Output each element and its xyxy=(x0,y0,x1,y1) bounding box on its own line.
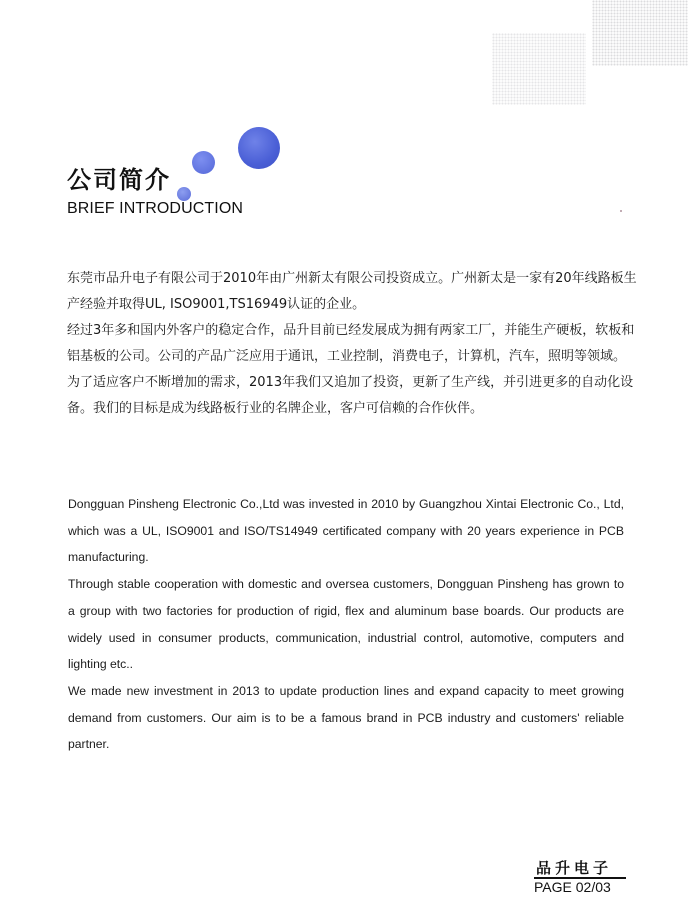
page-title-english: BRIEF INTRODUCTION xyxy=(67,200,244,217)
chinese-paragraph: 东莞市品升电子有限公司于2010年由广州新太有限公司投资成立。广州新太是一家有20年线路板生产经验并取得UL, ISO9001,TS16949认证的企业。 xyxy=(67,271,637,312)
footer-brand-logo: 品升电子 xyxy=(536,859,613,877)
chinese-paragraph: 经过3年多和国内外客户的稳定合作，品升目前已经发展成为拥有两家工厂，并能生产硬板，软板和铝基板的公司。公司的产品广泛应用于通讯，工业控制，消费电子，计算机，汽车，照明等领域。 xyxy=(67,323,635,364)
medium-circle-decoration xyxy=(192,151,215,174)
chinese-paragraph: 为了适应客户不断增加的需求，2013年我们又追加了投资，更新了生产线，并引进更多的自动化设备。我们的目标是成为线路板行业的名牌企业，客户可信赖的合作伙伴。 xyxy=(67,375,634,416)
large-circle-decoration xyxy=(238,127,280,169)
english-introduction xyxy=(68,491,624,758)
page-number: PAGE 02/03 xyxy=(534,879,611,895)
english-paragraph: Dongguan Pinsheng Electronic Co.,Ltd was invested in 2010 by Guangzhou Xintai Electronic Co., Ltd, which was a UL, ISO9001 and ISO/TS14949 certificated company with 20 years experience in PCB manufacturing. xyxy=(68,497,624,565)
halftone-pattern-decoration xyxy=(592,0,688,66)
small-circle-decoration xyxy=(177,187,191,201)
chinese-introduction xyxy=(67,266,637,422)
english-paragraph: Through stable cooperation with domestic and oversea customers, Dongguan Pinsheng has grown to a group with two factories for production of rigid, flex and aluminum base boards. Our products are widely used in consumer products, communication, industrial control, automotive, computers and lighting etc.. xyxy=(68,577,624,672)
print-speck xyxy=(620,210,622,212)
english-paragraph: We made new investment in 2013 to update production lines and expand capacity to meet growing demand from customers. Our aim is to be a famous brand in PCB industry and customers' reliable partner. xyxy=(68,683,624,752)
page-title-chinese: 公司简介 xyxy=(67,166,171,194)
halftone-pattern-decoration xyxy=(492,33,586,105)
